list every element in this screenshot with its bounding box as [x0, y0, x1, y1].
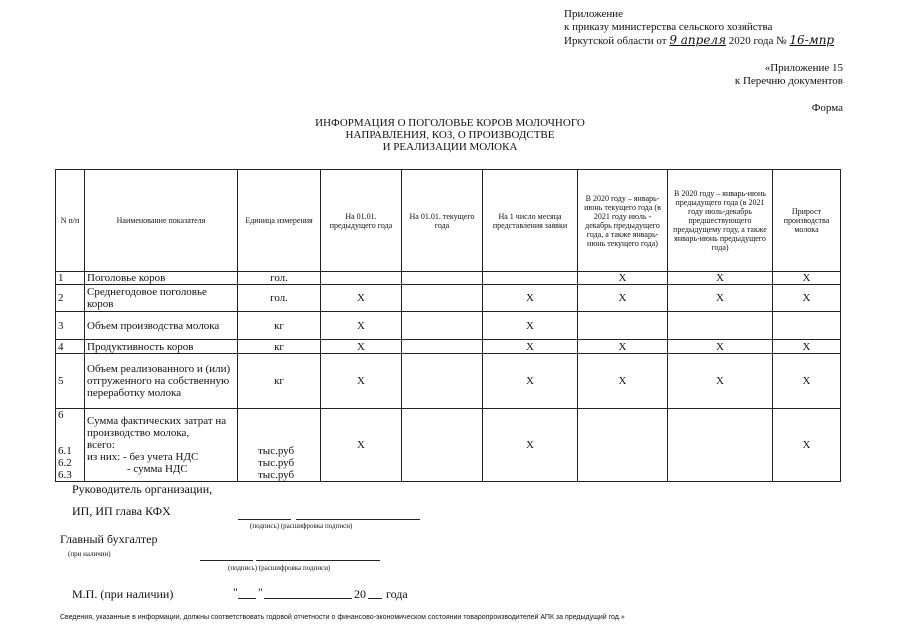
- cell: [402, 312, 483, 340]
- cell: Х: [668, 285, 773, 312]
- cell: Х: [321, 354, 402, 409]
- date-quote-close: ": [258, 585, 263, 599]
- title-line-2: НАПРАВЛЕНИЯ, КОЗ, О ПРОИЗВОДСТВЕ: [345, 129, 555, 141]
- cell: Х: [321, 340, 402, 354]
- row-num: 2: [56, 285, 85, 312]
- cell: [668, 409, 773, 482]
- row-name: [85, 409, 238, 482]
- cell: [402, 354, 483, 409]
- spacer: [240, 433, 318, 445]
- row-num: [56, 409, 85, 482]
- row-num-6: 6: [58, 409, 64, 421]
- cell: [668, 312, 773, 340]
- appendix-15: «Приложение 15: [764, 62, 843, 74]
- signature-line: [238, 519, 291, 520]
- row-name-vat: - сумма НДС: [127, 463, 188, 475]
- table-row: [56, 272, 841, 285]
- cell: Х: [578, 272, 668, 285]
- title-line-3: И РЕАЛИЗАЦИИ МОЛОКА: [382, 141, 518, 153]
- order-reference: к приказу министерства сельского хозяйства: [564, 21, 773, 33]
- row-name: Среднегодовое поголовье коров: [85, 285, 238, 312]
- row-unit: гол.: [238, 285, 321, 312]
- signature-decode-line: [256, 560, 380, 561]
- spacer: [58, 421, 82, 433]
- col-header-growth: Прирост производства молока: [773, 170, 841, 272]
- row-unit: кг: [238, 340, 321, 354]
- row-name: Объем производства молока: [85, 312, 238, 340]
- cell: Х: [483, 409, 578, 482]
- col-header-name: Наименование показателя: [85, 170, 238, 272]
- unit-without-vat: тыс.руб: [258, 457, 295, 469]
- row-num-6-1: 6.1: [58, 445, 72, 457]
- col-header-unit: Единица измерения: [238, 170, 321, 272]
- cell: Х: [668, 354, 773, 409]
- row-num: 4: [56, 340, 85, 354]
- cell: Х: [668, 340, 773, 354]
- appendix-label: Приложение: [564, 8, 624, 20]
- cell: Х: [483, 354, 578, 409]
- col-header-cur-year: На 01.01. текущего года: [402, 170, 483, 272]
- cell: [321, 272, 402, 285]
- cell: Х: [578, 354, 668, 409]
- row-name: Объем реализованного и (или) отгруженного на собственную переработку молока: [85, 354, 238, 409]
- row-num-6-3: 6.3: [58, 469, 72, 481]
- col-header-num: N п/п: [56, 170, 85, 272]
- row-name-total: всего:: [87, 439, 115, 451]
- table-row: [56, 285, 841, 312]
- cell: [402, 285, 483, 312]
- order-date-handwritten: 9 апреля: [669, 33, 727, 47]
- row-name: Продуктивность коров: [85, 340, 238, 354]
- order-number-handwritten: 16-мпр: [789, 33, 835, 47]
- spacer: [240, 409, 318, 421]
- cell: Х: [321, 285, 402, 312]
- row-num: 1: [56, 272, 85, 285]
- row-unit: кг: [238, 312, 321, 340]
- spacer: [58, 433, 82, 445]
- table-row: [56, 312, 841, 340]
- row-num: 5: [56, 354, 85, 409]
- date-day-line: [238, 598, 256, 599]
- cell: Х: [773, 285, 841, 312]
- signature-line: [200, 560, 253, 561]
- head-org-label: Руководитель организации,: [72, 482, 213, 496]
- row-unit: [238, 409, 321, 482]
- col-header-prev-year: На 01.01. предыдущего года: [321, 170, 402, 272]
- form-label: Форма: [811, 102, 843, 114]
- date-month-line: [264, 598, 352, 599]
- row-name-costs: Сумма фактических затрат на производство молока,: [87, 415, 227, 439]
- unit-total: тыс.руб: [258, 445, 295, 457]
- order-date-line: [564, 34, 834, 47]
- info-table: [55, 169, 841, 482]
- cell: Х: [773, 354, 841, 409]
- cell: Х: [668, 272, 773, 285]
- cell: Х: [773, 340, 841, 354]
- row-unit: кг: [238, 354, 321, 409]
- chief-accountant-label: Главный бухгалтер: [60, 532, 158, 546]
- row-num-6-2: 6.2: [58, 457, 72, 469]
- col-header-2020-previous: В 2020 году – январь-июнь предыдущего года (в 2021 году июль-декабрь предшествующего предыдущему году, а также январь-июнь предыдущего года): [668, 170, 773, 272]
- cell: Х: [483, 312, 578, 340]
- cell: Х: [578, 285, 668, 312]
- seal-label: М.П. (при наличии): [72, 587, 174, 601]
- row-unit: гол.: [238, 272, 321, 285]
- cell: [578, 409, 668, 482]
- order-date-prefix: Иркутской области от: [564, 35, 667, 47]
- date-year-line: [368, 598, 382, 599]
- cell: Х: [483, 285, 578, 312]
- cell: [773, 312, 841, 340]
- table-header-row: [56, 170, 841, 272]
- if-any-label: (при наличии): [68, 550, 111, 558]
- table-row: [56, 354, 841, 409]
- date-quote-open: ": [233, 585, 238, 599]
- col-header-request: На 1 число месяца представления заявки: [483, 170, 578, 272]
- cell: [402, 272, 483, 285]
- footnote: Сведения, указанные в информации, должны соответствовать годовой отчетности о финансово-экономическом состоянии товаропроизводителей АПК за предыдущий год.»: [60, 614, 625, 621]
- row-name: Поголовье коров: [85, 272, 238, 285]
- cell: [578, 312, 668, 340]
- spacer: [240, 421, 318, 433]
- col-header-2020-current: В 2020 году – январь-июнь текущего года (в 2021 году июль - декабрь предыдущего года, а также январь-июнь текущего года): [578, 170, 668, 272]
- signature-decode-line: [296, 519, 420, 520]
- document-title: [250, 117, 650, 153]
- cell: Х: [773, 409, 841, 482]
- cell: [402, 409, 483, 482]
- cell: Х: [578, 340, 668, 354]
- cell: Х: [483, 340, 578, 354]
- signature-caption: (подпись) (расшифровка подписи): [250, 522, 353, 530]
- table-row: [56, 340, 841, 354]
- row-name-without-vat: из них: - без учета НДС: [87, 451, 199, 463]
- unit-vat: тыс.руб: [258, 469, 295, 481]
- cell: [483, 272, 578, 285]
- head-ip-label: ИП, ИП глава КФХ: [72, 504, 171, 518]
- cell: Х: [321, 409, 402, 482]
- date-year-word: года: [386, 587, 408, 601]
- cell: Х: [321, 312, 402, 340]
- date-year-prefix: 20: [354, 587, 366, 601]
- cell: [402, 340, 483, 354]
- row-num: 3: [56, 312, 85, 340]
- title-line-1: ИНФОРМАЦИЯ О ПОГОЛОВЬЕ КОРОВ МОЛОЧНОГО: [315, 117, 585, 129]
- table-row-costs: [56, 409, 841, 482]
- order-year: 2020 года №: [728, 35, 787, 47]
- appendix-15-ref: к Перечню документов: [734, 75, 843, 87]
- cell: Х: [773, 272, 841, 285]
- signature-caption: (подпись) (расшифровка подписи): [228, 564, 331, 572]
